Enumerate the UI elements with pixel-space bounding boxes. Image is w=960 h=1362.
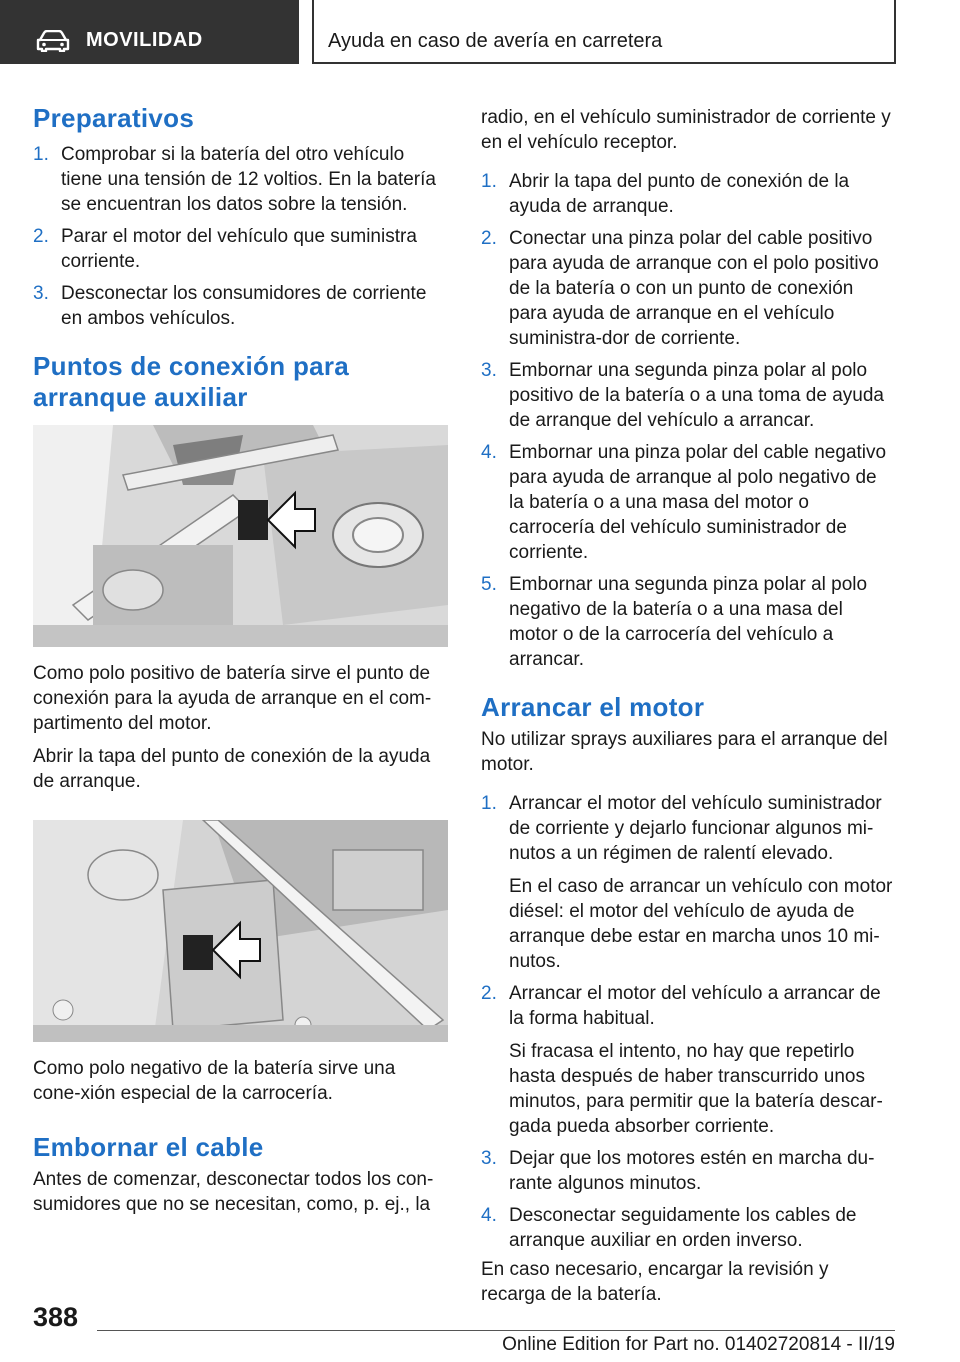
negative-pole-text: Como polo negativo de la batería sirve una cone‐xión especial de la carrocería. [33,1058,396,1104]
list-item [33,142,448,217]
list-item [481,981,896,1139]
list-item [481,572,896,672]
heading-line-2: arranque auxiliar [33,382,248,412]
engine-bay-negative-photo [33,820,448,1042]
step-number: 5. [481,574,497,595]
step-number: 2. [33,226,49,247]
page-number: 388 [33,1302,79,1332]
start-intro-text: No utilizar sprays auxiliares para el arranque del motor. [481,729,888,775]
step-text: Parar el motor del vehículo que suministra corriente. [61,226,417,272]
list-item [33,281,448,331]
preparation-steps [33,142,448,331]
step-text: Comprobar si la batería del otro vehículo tiene una tensión de 12 voltios. En la batería se encuentran los datos sobre la tensión. [61,144,436,215]
step-text: Conectar una pinza polar del cable positivo para ayuda de arranque con el polo positivo de la batería o con un punto de conexión para ayuda de arranque en el vehículo suministra‐dor de corriente. [509,228,879,349]
list-item [33,224,448,274]
step-text: Embornar una segunda pinza polar al polo negativo de la batería o a una masa del motor o de la carrocería del vehículo a arrancar. [509,574,868,670]
engine-bay-positive-photo [33,425,448,647]
left-column [33,98,448,1217]
step-text: Embornar una pinza polar del cable negativo para ayuda de arranque al polo negativo de la batería o a una masa del motor o carrocería del vehículo suministrador de corriente. [509,442,887,563]
cable-intro-text: Antes de comenzar, desconectar todos los con‐sumidores que no se necesitan, como, p. ej., la [33,1169,434,1215]
car-icon [36,30,70,52]
heading-line-1: Puntos de conexión para [33,351,350,381]
footer-divider [97,1330,895,1331]
step-text: Embornar una segunda pinza polar al polo positivo de la batería o a una toma de ayuda de arranque del vehículo a arrancar. [509,360,884,431]
cable-intro-continued: radio, en el vehículo suministrador de corriente y en el vehículo receptor. [481,107,891,153]
step-number: 2. [481,983,497,1004]
step-text: Abrir la tapa del punto de conexión de la ayuda de arranque. [509,171,850,217]
preparations-heading: Preparativos [33,103,195,133]
list-item [481,1146,896,1196]
step-number: 3. [33,283,49,304]
chapter-title: Ayuda en caso de avería en carretera [328,30,663,52]
step-number: 2. [481,228,497,249]
step-subtext: En el caso de arrancar un vehículo con motor diésel: el motor del vehículo de ayuda de arranque debe estar en marcha unos 10 mi‐nutos. [509,876,893,972]
list-item [481,226,896,351]
list-item [481,1203,896,1253]
step-text: Desconectar seguidamente los cables de arranque auxiliar en orden inverso. [509,1205,857,1251]
step-text: Desconectar los consumidores de corriente en ambos vehículos. [61,283,427,329]
right-column [481,105,896,1307]
step-subtext: Si fracasa el intento, no hay que repetirlo hasta después de haber transcurrido unos minutos, para permitir que la batería descar‐gada pueda absorber corriente. [509,1041,883,1137]
step-number: 3. [481,360,497,381]
step-text: Arrancar el motor del vehículo a arrancar de la forma habitual. [509,983,881,1029]
step-number: 1. [33,144,49,165]
section-tab [0,0,299,64]
step-number: 1. [481,793,497,814]
section-label: MOVILIDAD [86,29,203,51]
list-item [481,169,896,219]
list-item [481,440,896,565]
list-item [481,358,896,433]
chapter-tab [312,0,896,64]
list-item [481,791,896,974]
cable-steps [481,169,896,672]
connect-cable-heading: Embornar el cable [33,1132,264,1162]
step-text: Arrancar el motor del vehículo suministrador de corriente y dejarlo funcionar algunos mi‐nutos a un régimen de ralentí elevado. [509,793,882,864]
start-engine-heading: Arrancar el motor [481,692,705,722]
step-number: 1. [481,171,497,192]
step-number: 4. [481,1205,497,1226]
edition-text: Online Edition for Part no. 01402720814 - II/19 [502,1334,895,1355]
step-number: 3. [481,1148,497,1169]
closing-text: En caso necesario, encargar la revisión y recarga de la batería. [481,1259,829,1305]
step-number: 4. [481,442,497,463]
open-cover-text: Abrir la tapa del punto de conexión de la ayuda de arranque. [33,746,431,792]
connection-points-heading [33,351,448,413]
positive-pole-text: Como polo positivo de batería sirve el punto de conexión para la ayuda de arranque en el com‐partimento del motor. [33,663,432,734]
page-header [0,0,960,66]
start-steps [481,791,896,1253]
step-text: Dejar que los motores estén en marcha du‐rante algunos minutos. [509,1148,875,1194]
